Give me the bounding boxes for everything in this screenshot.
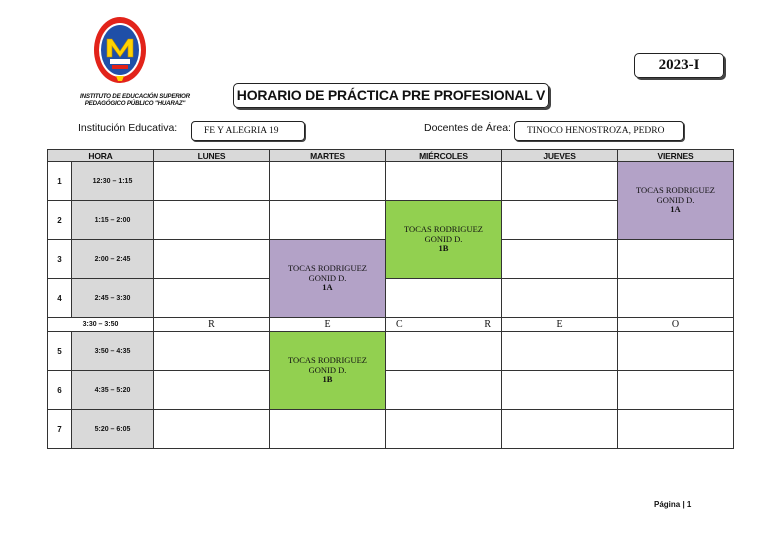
institution-name-line-2: PEDAGÓGICO PÚBLICO "HUARAZ" [84, 100, 186, 107]
slot-number: 3 [48, 240, 72, 279]
cell-miercoles [386, 332, 502, 371]
recess-time: 3:30 – 3:50 [48, 318, 154, 332]
group-label: 1B [322, 374, 333, 385]
cell-jueves [502, 332, 618, 371]
slot-time: 1:15 – 2:00 [72, 201, 154, 240]
recess-letter: E [270, 318, 386, 332]
page-title: HORARIO DE PRÁCTICA PRE PROFESIONAL V [233, 83, 549, 108]
recess-row [48, 318, 734, 332]
recess-letter: R [484, 319, 491, 330]
cell-miercoles [386, 279, 502, 318]
institucion-field: FE Y ALEGRIA 19 [191, 121, 305, 141]
recess-letter: R [154, 318, 270, 332]
cell-martes [270, 410, 386, 449]
cell-jueves [502, 279, 618, 318]
cell-lunes [154, 332, 270, 371]
slot-number: 6 [48, 371, 72, 410]
teacher-name: GONID D. [308, 364, 347, 375]
institucion-label: Institución Educativa: [78, 122, 178, 134]
col-header-viernes: VIERNES [618, 150, 734, 162]
slot-time: 3:50 – 4:35 [72, 332, 154, 371]
col-header-miercoles: MIÉRCOLES [386, 150, 502, 162]
cell-jueves [502, 410, 618, 449]
teacher-name: GONID D. [308, 272, 347, 283]
term-badge: 2023-I [634, 53, 724, 78]
table-row [48, 279, 734, 318]
col-header-jueves: JUEVES [502, 150, 618, 162]
table-row [48, 371, 734, 410]
cell-jueves [502, 371, 618, 410]
table-row [48, 332, 734, 371]
table-row [48, 410, 734, 449]
recess-letter: C [396, 319, 403, 330]
cell-viernes [618, 279, 734, 318]
docentes-field: TINOCO HENOSTROZA, PEDRO [514, 121, 684, 141]
col-header-martes: MARTES [270, 150, 386, 162]
cell-lunes [154, 371, 270, 410]
recess-letter: O [618, 318, 734, 332]
cell-lunes [154, 201, 270, 240]
slot-time: 12:30 – 1:15 [72, 162, 154, 201]
slot-number: 4 [48, 279, 72, 318]
class-block-miercoles [386, 201, 502, 279]
table-row [48, 162, 734, 201]
cell-miercoles [386, 410, 502, 449]
slot-time: 5:20 – 6:05 [72, 410, 154, 449]
slot-time: 2:00 – 2:45 [72, 240, 154, 279]
recess-cell-miercoles [386, 318, 502, 332]
class-block-martes [270, 240, 386, 318]
cell-viernes [618, 410, 734, 449]
cell-lunes [154, 162, 270, 201]
header-row [48, 150, 734, 162]
col-header-hora: HORA [48, 150, 154, 162]
cell-viernes [618, 240, 734, 279]
page-number: Página | 1 [654, 500, 692, 509]
institution-name [60, 93, 210, 107]
teacher-surname: TOCAS RODRIGUEZ [288, 263, 367, 274]
group-label: 1B [438, 243, 449, 254]
slot-number: 5 [48, 332, 72, 371]
recess-letter: E [502, 318, 618, 332]
cell-lunes [154, 279, 270, 318]
slot-number: 2 [48, 201, 72, 240]
slot-time: 2:45 – 3:30 [72, 279, 154, 318]
cell-miercoles [386, 162, 502, 201]
group-label: 1A [322, 282, 333, 293]
slot-number: 7 [48, 410, 72, 449]
cell-lunes [154, 410, 270, 449]
slot-time: 4:35 – 5:20 [72, 371, 154, 410]
group-label: 1A [670, 204, 681, 215]
class-block-viernes [618, 162, 734, 240]
cell-martes [270, 162, 386, 201]
institution-logo [92, 15, 148, 89]
slot-number: 1 [48, 162, 72, 201]
schedule-table [47, 149, 734, 449]
cell-viernes [618, 371, 734, 410]
teacher-name: GONID D. [656, 194, 695, 205]
cell-miercoles [386, 371, 502, 410]
cell-jueves [502, 201, 618, 240]
class-block-martes [270, 332, 386, 410]
cell-viernes [618, 332, 734, 371]
teacher-surname: TOCAS RODRIGUEZ [636, 185, 715, 196]
docentes-label: Docentes de Área: [424, 122, 511, 134]
cell-jueves [502, 162, 618, 201]
cell-jueves [502, 240, 618, 279]
teacher-surname: TOCAS RODRIGUEZ [288, 355, 367, 366]
col-header-lunes: LUNES [154, 150, 270, 162]
institution-name-line-1: INSTITUTO DE EDUCACIÓN SUPERIOR [80, 93, 190, 100]
teacher-name: GONID D. [424, 233, 463, 244]
teacher-surname: TOCAS RODRIGUEZ [404, 224, 483, 235]
cell-lunes [154, 240, 270, 279]
cell-martes [270, 201, 386, 240]
